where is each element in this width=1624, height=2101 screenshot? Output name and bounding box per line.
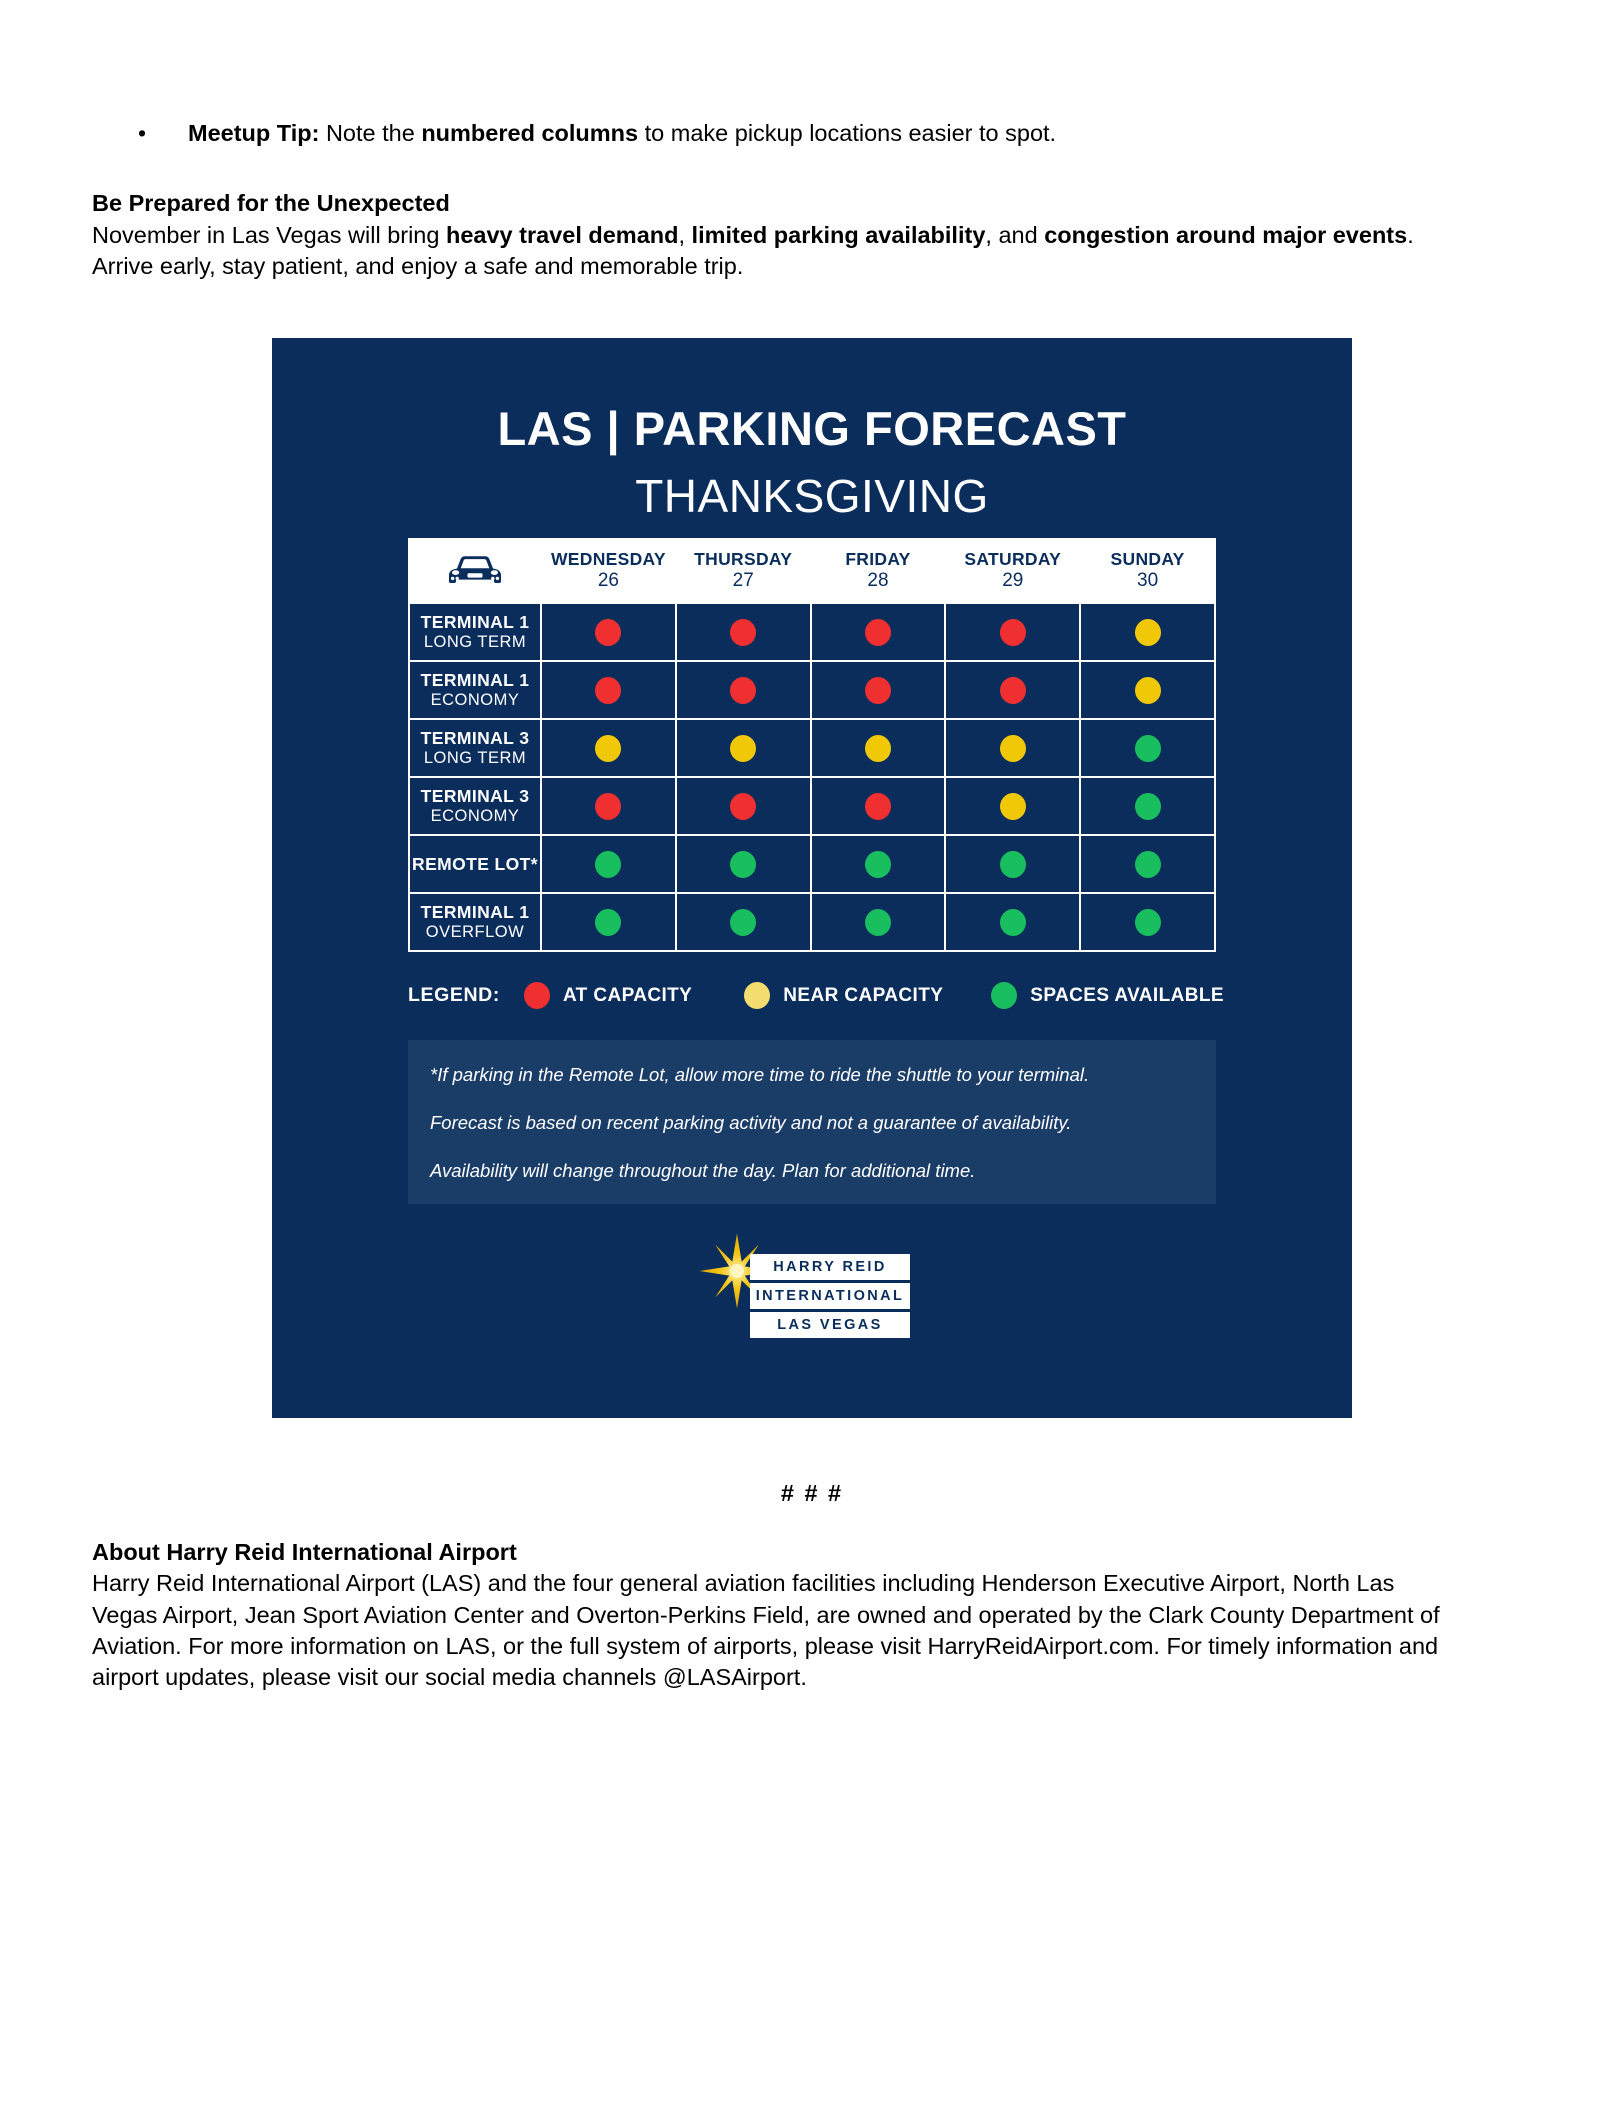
legend-label-spaces-available: SPACES AVAILABLE — [1030, 984, 1224, 1006]
status-dot-yellow-icon — [1135, 677, 1161, 704]
row-label-sub-5: OVERFLOW — [425, 922, 525, 941]
row-label-main-0: TERMINAL 1 — [420, 611, 530, 632]
status-cell-r2-c2 — [811, 719, 946, 777]
disclaimer-line-2: Forecast is based on recent parking activity and not a guarantee of availability. — [430, 1111, 1072, 1133]
row-label-main-1: TERMINAL 1 — [420, 669, 530, 690]
section-divider: # # # — [780, 1480, 844, 1506]
row-label-cell-0 — [409, 603, 541, 661]
car-front-icon — [446, 554, 504, 588]
disclaimer-box — [408, 1040, 1216, 1204]
status-dot-green-icon — [1135, 735, 1161, 762]
prepared-bold2: limited parking availability — [691, 221, 986, 248]
meetup-tip-text — [166, 118, 1512, 149]
row-label-main-2: TERMINAL 3 — [420, 727, 530, 748]
disclaimer-line-1: *If parking in the Remote Lot, allow more time to ride the shuttle to your terminal. — [430, 1064, 1090, 1085]
status-dot-red-icon — [1000, 677, 1026, 704]
logo-line-2: INTERNATIONAL — [750, 1283, 910, 1309]
parking-forecast-infographic — [272, 338, 1352, 1418]
table-row — [409, 835, 1215, 893]
table-row — [409, 777, 1215, 835]
column-day-date-0: 26 — [597, 570, 619, 592]
table-row — [409, 603, 1215, 661]
status-dot-red-icon — [595, 677, 621, 704]
status-dot-red-icon — [730, 793, 756, 820]
status-dot-green-icon — [1135, 793, 1161, 820]
logo-line-1: HARRY REID — [750, 1254, 910, 1280]
table-header-row — [409, 539, 1215, 603]
status-cell-r0-c0 — [541, 603, 676, 661]
logo-bars — [750, 1254, 910, 1338]
legend-label-near-capacity: NEAR CAPACITY — [783, 984, 944, 1006]
status-cell-r1-c1 — [676, 661, 811, 719]
row-label-main-3: TERMINAL 3 — [420, 785, 530, 806]
about-heading: About Harry Reid International Airport — [92, 1539, 517, 1565]
status-cell-r0-c2 — [811, 603, 946, 661]
column-day-name-3: SATURDAY — [964, 549, 1062, 570]
column-day-date-4: 30 — [1137, 570, 1159, 592]
row-label-cell-1 — [409, 661, 541, 719]
prepared-heading: Be Prepared for the Unexpected — [92, 190, 450, 217]
legend — [408, 982, 1224, 1009]
row-label-cell-2 — [409, 719, 541, 777]
prepared-bold1: heavy travel demand — [445, 221, 679, 248]
legend-label-at-capacity: AT CAPACITY — [562, 984, 693, 1006]
car-icon-header-cell — [409, 539, 541, 603]
status-cell-r5-c3 — [945, 893, 1080, 951]
status-cell-r2-c3 — [945, 719, 1080, 777]
logo-container — [272, 1248, 1352, 1352]
column-day-name-0: WEDNESDAY — [550, 549, 666, 570]
logo-line-3: LAS VEGAS — [750, 1312, 910, 1338]
meetup-tip-before: Note the — [319, 120, 422, 146]
row-label-cell-3 — [409, 777, 541, 835]
legend-item-at-capacity — [524, 982, 692, 1009]
status-cell-r0-c1 — [676, 603, 811, 661]
status-dot-green-icon — [595, 851, 621, 878]
column-header-2 — [811, 539, 946, 603]
column-header-0 — [541, 539, 676, 603]
status-cell-r3-c4 — [1080, 777, 1215, 835]
table-body — [409, 603, 1215, 951]
table-row — [409, 719, 1215, 777]
legend-dot-green-icon — [991, 982, 1017, 1009]
column-day-name-2: FRIDAY — [845, 549, 911, 570]
status-cell-r0-c4 — [1080, 603, 1215, 661]
legend-dot-yellow-icon — [744, 982, 770, 1009]
status-cell-r2-c1 — [676, 719, 811, 777]
row-label-main-5: TERMINAL 1 — [420, 901, 530, 922]
disclaimer-line-3: Availability will change throughout the day. Plan for additional time. — [430, 1159, 976, 1181]
meetup-tip-emphasis: numbered columns — [421, 120, 639, 146]
status-dot-green-icon — [865, 851, 891, 878]
row-label-cell-5 — [409, 893, 541, 951]
column-header-4 — [1080, 539, 1215, 603]
status-dot-red-icon — [595, 619, 621, 646]
status-cell-r0-c3 — [945, 603, 1080, 661]
status-dot-green-icon — [1135, 851, 1161, 878]
status-cell-r5-c1 — [676, 893, 811, 951]
status-cell-r2-c0 — [541, 719, 676, 777]
status-dot-red-icon — [1000, 619, 1026, 646]
status-dot-yellow-icon — [865, 735, 891, 762]
status-cell-r1-c2 — [811, 661, 946, 719]
prepared-part3: , and — [985, 221, 1045, 248]
status-cell-r5-c0 — [541, 893, 676, 951]
about-section — [92, 1537, 1472, 1693]
status-dot-red-icon — [865, 619, 891, 646]
meetup-tip-label: Meetup Tip: — [188, 120, 320, 146]
legend-title: LEGEND: — [408, 984, 500, 1006]
status-dot-yellow-icon — [595, 735, 621, 762]
status-cell-r5-c2 — [811, 893, 946, 951]
prepared-bold3: congestion around major events — [1044, 221, 1408, 248]
status-dot-yellow-icon — [1135, 619, 1161, 646]
meetup-tip-bullet — [132, 118, 1512, 149]
prepared-paragraph — [92, 220, 1452, 283]
status-dot-red-icon — [595, 793, 621, 820]
harry-reid-logo — [714, 1248, 910, 1352]
status-cell-r4-c0 — [541, 835, 676, 893]
prepared-part1: November in Las Vegas will bring — [92, 221, 446, 248]
status-cell-r4-c2 — [811, 835, 946, 893]
status-dot-green-icon — [730, 851, 756, 878]
row-label-sub-0: LONG TERM — [423, 632, 527, 651]
status-dot-red-icon — [865, 677, 891, 704]
status-cell-r4-c4 — [1080, 835, 1215, 893]
infographic-title: LAS | PARKING FORECAST — [497, 402, 1127, 455]
status-dot-green-icon — [865, 909, 891, 936]
parking-forecast-table — [408, 538, 1216, 952]
status-cell-r1-c4 — [1080, 661, 1215, 719]
column-header-1 — [676, 539, 811, 603]
status-dot-red-icon — [865, 793, 891, 820]
column-day-date-3: 29 — [1002, 570, 1024, 592]
status-cell-r3-c2 — [811, 777, 946, 835]
table-header — [409, 539, 1215, 603]
status-dot-green-icon — [1000, 909, 1026, 936]
status-dot-green-icon — [1135, 909, 1161, 936]
status-dot-green-icon — [595, 909, 621, 936]
status-cell-r3-c1 — [676, 777, 811, 835]
table-row — [409, 661, 1215, 719]
status-cell-r1-c0 — [541, 661, 676, 719]
status-dot-red-icon — [730, 677, 756, 704]
status-cell-r4-c1 — [676, 835, 811, 893]
table-row — [409, 893, 1215, 951]
column-day-name-1: THURSDAY — [694, 549, 793, 570]
row-label-sub-3: ECONOMY — [430, 806, 520, 825]
column-day-date-2: 28 — [867, 570, 889, 592]
status-cell-r1-c3 — [945, 661, 1080, 719]
legend-item-spaces-available — [991, 982, 1224, 1009]
infographic-subtitle: THANKSGIVING — [635, 470, 989, 522]
row-label-sub-1: ECONOMY — [430, 690, 520, 709]
about-body-text: Harry Reid International Airport (LAS) and the four general aviation facilities including Henderson Executive Airport, North Las Vegas Airport, Jean Sport Aviation Center and Overton-Perkins Field, are owned and operated by the Clark County Department of Aviation. For more information on LAS, or the full system of airports, please visit HarryReidAirport.com. For timely information and airport updates, please visit our social media channels @LASAirport. — [92, 1570, 1440, 1690]
prepared-part2: , — [678, 221, 692, 248]
prepared-part4: . Arrive early, stay patient, and enjoy a safe and memorable trip. — [92, 221, 1414, 279]
column-day-name-4: SUNDAY — [1110, 549, 1185, 570]
status-cell-r3-c0 — [541, 777, 676, 835]
status-dot-green-icon — [1000, 851, 1026, 878]
status-dot-red-icon — [730, 619, 756, 646]
meetup-tip-after: to make pickup locations easier to spot. — [638, 120, 1057, 146]
status-dot-yellow-icon — [1000, 735, 1026, 762]
status-cell-r3-c3 — [945, 777, 1080, 835]
legend-dot-red-icon — [524, 982, 550, 1009]
row-label-main-4: REMOTE LOT* — [412, 853, 538, 874]
status-dot-yellow-icon — [1000, 793, 1026, 820]
legend-item-near-capacity — [744, 982, 943, 1009]
status-dot-yellow-icon — [730, 735, 756, 762]
intro-text-block — [92, 118, 1512, 282]
bullet-point-icon: • — [138, 120, 147, 146]
column-header-3 — [945, 539, 1080, 603]
status-cell-r4-c3 — [945, 835, 1080, 893]
status-cell-r2-c4 — [1080, 719, 1215, 777]
row-label-cell-4 — [409, 835, 541, 893]
status-dot-green-icon — [730, 909, 756, 936]
status-cell-r5-c4 — [1080, 893, 1215, 951]
row-label-sub-2: LONG TERM — [423, 748, 527, 767]
column-day-date-1: 27 — [732, 570, 754, 592]
